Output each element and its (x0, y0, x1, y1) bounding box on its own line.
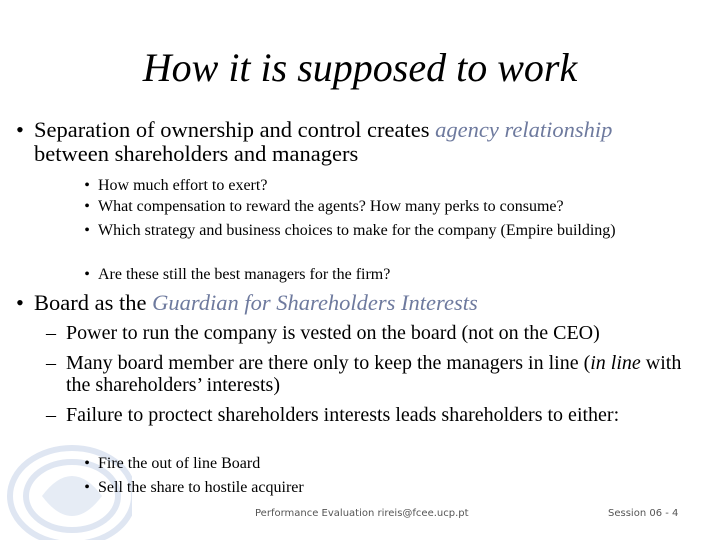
sub-bullet-text: Sell the share to hostile acquirer (98, 479, 304, 496)
sub-bullet-text: Which strategy and business choices to make for the company (Empire building) (98, 222, 616, 239)
footer-session-number: Session 06 - 4 (608, 508, 679, 519)
dash-item-failure (38, 404, 666, 426)
bullet-board-guardian (6, 291, 684, 315)
bullet-text: Separation of ownership and control creates (34, 117, 436, 142)
bullet-marker: • (16, 290, 24, 315)
sub-bullet-fire-board (76, 455, 708, 473)
dash-marker: – (46, 352, 56, 374)
bullet-marker: • (84, 198, 90, 215)
emphasis-in-line: in line (590, 352, 641, 374)
bullet-text: Board as the (34, 290, 153, 315)
bullet-marker: • (84, 455, 90, 472)
sub-bullet-text: How much effort to exert? (98, 177, 268, 194)
dash-marker: – (46, 322, 56, 344)
sub-bullet-text: What compensation to reward the agents? How many perks to consume? (98, 198, 564, 215)
dash-item-power (38, 322, 686, 344)
dash-item-text: Power to run the company is vested on the board (not on the CEO) (66, 322, 600, 344)
sub-bullet-effort (76, 177, 708, 195)
bullet-marker: • (84, 479, 90, 496)
bullet-marker: • (84, 222, 90, 239)
sub-bullet-strategy (76, 222, 678, 240)
footer-course-info: Performance Evaluation rireis@fcee.ucp.pt (255, 508, 469, 519)
sub-bullet-text: Are these still the best managers for the firm? (98, 266, 391, 283)
sub-bullet-text: Fire the out of line Board (98, 455, 261, 472)
slide-title: How it is supposed to work (142, 45, 578, 90)
highlight-guardian: Guardian for Shareholders Interests (152, 290, 478, 315)
bullet-text: between shareholders and managers (34, 141, 359, 166)
dash-item-text: Failure to proctect shareholders interests leads shareholders to either: (66, 404, 620, 426)
dash-marker: – (46, 404, 56, 426)
sub-bullet-compensation (76, 198, 708, 216)
dash-item-text: Many board member are there only to keep the managers in line ( (66, 352, 591, 374)
bullet-marker: • (84, 177, 90, 194)
dash-item-text: with the shareholders’ interests) (66, 352, 682, 396)
sub-bullet-sell-share (76, 479, 708, 497)
bullet-marker: • (84, 266, 90, 283)
sub-bullet-best-managers (76, 266, 708, 284)
dash-item-board-members (38, 352, 686, 396)
highlight-agency-relationship: agency relationship (435, 117, 613, 142)
bullet-marker: • (16, 117, 24, 142)
bullet-separation-of-ownership (6, 118, 684, 166)
